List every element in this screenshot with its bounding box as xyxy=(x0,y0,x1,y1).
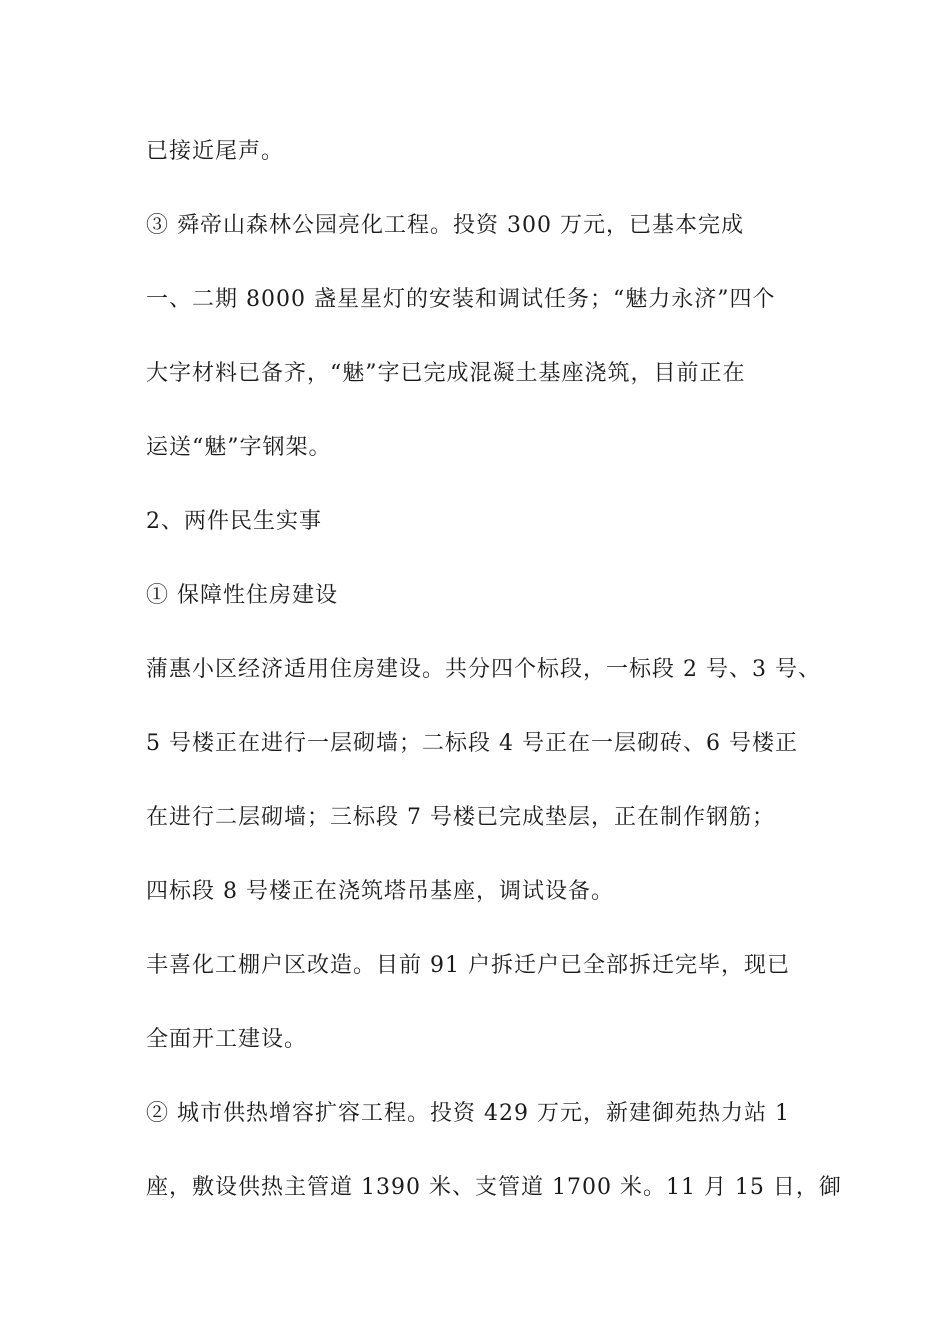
text-line: 丰喜化工棚户区改造。目前 91 户拆迁户已全部拆迁完毕，现已 xyxy=(146,953,790,978)
section-heading: 2、两件民生实事 xyxy=(146,509,322,534)
text-line: 蒲惠小区经济适用住房建设。共分四个标段，一标段 2 号、3 号、 xyxy=(146,657,821,682)
text-line: ② 城市供热增容扩容工程。投资 429 万元，新建御苑热力站 1 xyxy=(146,1101,790,1126)
text-line: 大字材料已备齐，“魅”字已完成混凝土基座浇筑，目前正在 xyxy=(146,361,746,386)
text-line: 全面开工建设。 xyxy=(146,1027,308,1052)
subsection-heading: ① 保障性住房建设 xyxy=(146,583,338,608)
text-line: 在进行二层砌墙；三标段 7 号楼已完成垫层，正在制作钢筋； xyxy=(146,805,775,830)
text-line: 5 号楼正在进行一层砌墙；二标段 4 号正在一层砌砖、6 号楼正 xyxy=(146,731,798,756)
text-line: 运送“魅”字钢架。 xyxy=(146,435,332,460)
text-line: ③ 舜帝山森林公园亮化工程。投资 300 万元，已基本完成 xyxy=(146,213,744,238)
text-line: 座，敷设供热主管道 1390 米、支管道 1700 米。11 月 15 日，御 xyxy=(146,1175,842,1200)
text-line: 一、二期 8000 盏星星灯的安装和调试任务；“魅力永济”四个 xyxy=(146,287,776,312)
text-line: 已接近尾声。 xyxy=(146,139,285,164)
text-line: 四标段 8 号楼正在浇筑塔吊基座，调试设备。 xyxy=(146,879,614,904)
